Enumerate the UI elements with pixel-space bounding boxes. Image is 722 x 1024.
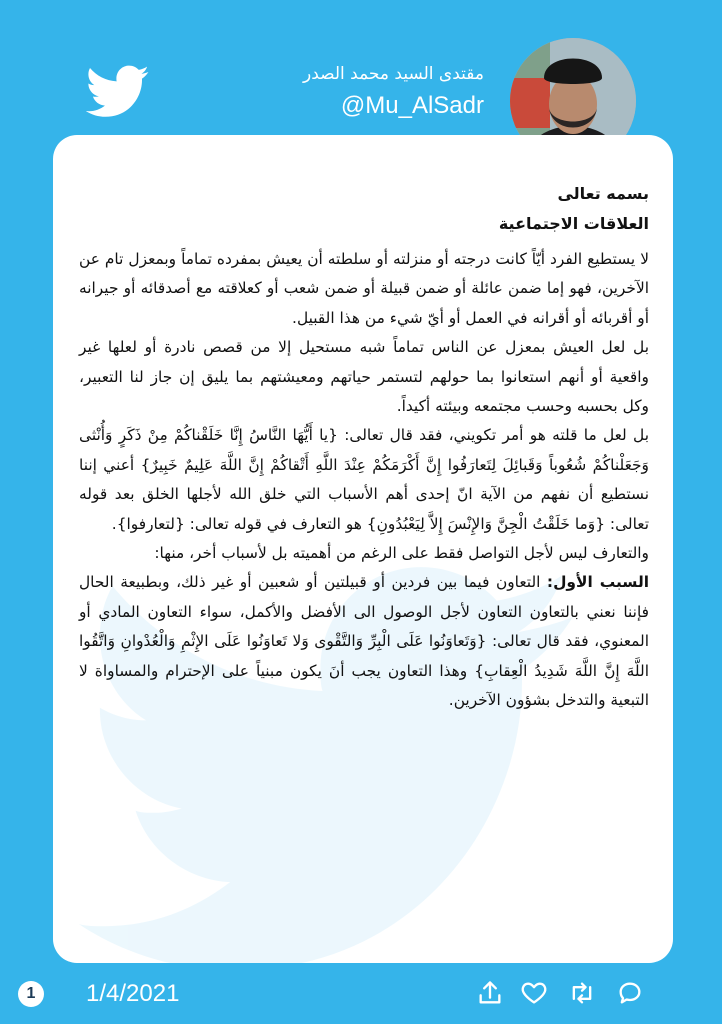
post-heading-title: العلاقات الاجتماعية <box>498 214 649 233</box>
tweet-body <box>79 179 649 716</box>
reason-1-text: التعاون فيما بين فردين أو قبيلتين أو شعبين أو غير ذلك، وبطبيعة الحال فإننا نعني بالتعاون التعاون لأجل الوصول الى الأفضل والأكمل، سواء التعاون المادي أو المعنوي، فقد قال تعالى: {وَتَعاوَنُوا عَلَى الْبِرِّ وَالتَّقْوى وَلا تَعاوَنُوا عَلَى الإِثْمِ وَالْعُدْوانِ وَاتَّقُوا اللَّهَ إِنَّ اللَّهَ شَدِيدُ الْعِقابِ} وهذا التعاون يجب أنَ يكون مبنياً على الإحترام والمساواة لا التبعية والتدخل بشؤون الآخرين. <box>79 573 649 710</box>
paragraph-2: بل لعل العيش بمعزل عن الناس تماماً شبه مستحيل إلا من قصص نادرة أو لعلها غير واقعية أو أنهم استعانوا بما حولهم لتستمر حياتهم ومعيشتهم بما يليق إن جاز لنا التعبير، وكل بحسبه وحسب مجتمعه وبيئته أكيداً. <box>79 338 649 416</box>
paragraph-3: بل لعل ما قلته هو أمر تكويني، فقد قال تعالى: {يا أَيُّهَا النَّاسُ إِنَّا خَلَقْناكُمْ مِنْ ذَكَرٍ وَأُنْثى وَجَعَلْناكُمْ شُعُوباً وَقَبائِلَ لِتَعارَفُوا إِنَّ أَكْرَمَكُمْ عِنْدَ اللَّهِ أَتْقاكُمْ إِنَّ اللَّهَ عَلِيمٌ خَبِيرٌ} أعني إننا نستطيع أن نفهم من الآية انّ إحدى أهم الأسباب التي خلق الله لأجلها الخلق بعد قوله تعالى: {وَما خَلَقْتُ الْجِنَّ وَالإِنْسَ إِلاَّ لِيَعْبُدُونِ} هو التعارف في قوله تعالى: {لتعارفوا}. <box>79 426 649 533</box>
reply-icon[interactable] <box>616 979 644 1007</box>
like-heart-icon[interactable] <box>520 979 548 1007</box>
paragraph-reason-1 <box>79 568 649 715</box>
paragraph-1: لا يستطيع الفرد أيّاً كانت درجته أو منزلته أو سلطته أن يعيش بمفرده تماماً وبمعزل تام عن الآخرين، فهو إما ضمن عائلة أو ضمن قبيلة أو ضمن شعب أو كعلاقته مع أصدقائه أو جيرانه أو أقربائه أو أقرانه في العمل أو أيّ شيء من هذا القبيل. <box>79 250 649 327</box>
tweet-date: 1/4/2021 <box>86 980 180 1007</box>
retweet-icon[interactable] <box>568 979 596 1007</box>
tweet-footer <box>0 963 722 1024</box>
post-heading-basmala: بسمه تعالى <box>557 184 649 203</box>
author-name[interactable]: مقتدى السيد محمد الصدر <box>302 64 484 84</box>
twitter-bird-icon <box>86 64 150 120</box>
author-handle[interactable]: @Mu_AlSadr <box>340 92 484 119</box>
tweet-card <box>53 135 673 963</box>
share-icon[interactable] <box>476 979 504 1007</box>
paragraph-4: والتعارف ليس لأجل التواصل فقط على الرغم من أهميته بل لأسباب أخر، منها: <box>154 544 649 563</box>
tweet-actions <box>472 977 692 1013</box>
reason-1-label: السبب الأول: <box>546 573 649 592</box>
page-number-badge: 1 <box>18 981 44 1007</box>
